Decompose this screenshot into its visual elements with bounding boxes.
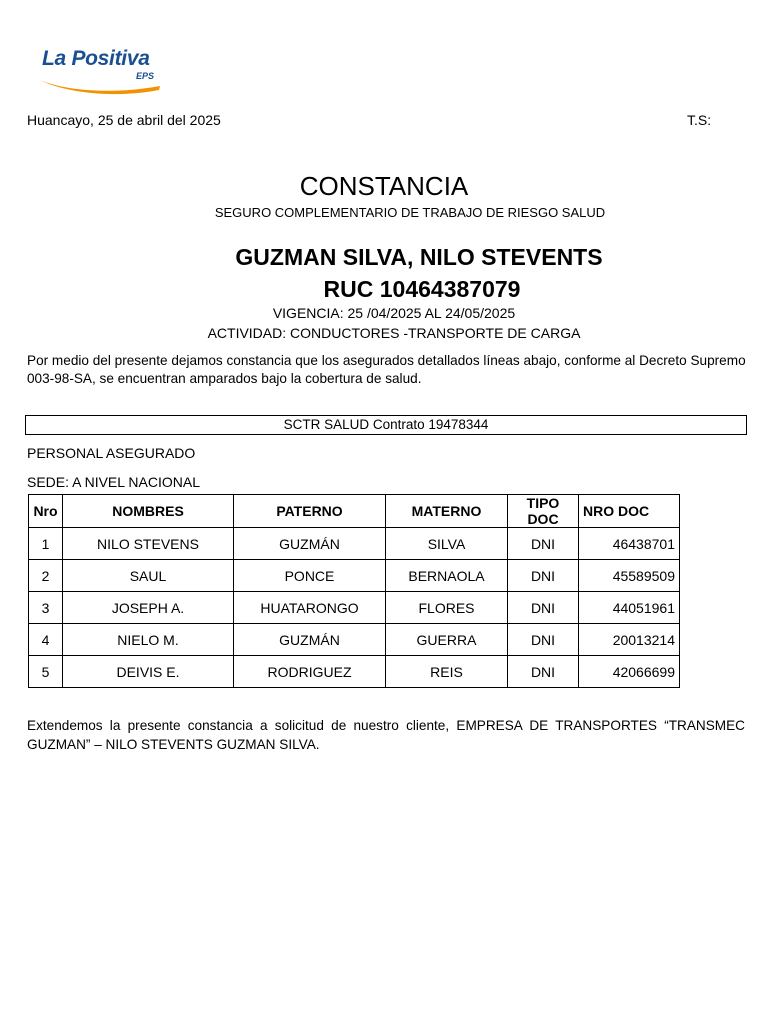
header-paterno: PATERNO xyxy=(234,495,386,528)
cell-nro-doc: 45589509 xyxy=(579,560,680,592)
cell-nro: 5 xyxy=(29,656,63,688)
table-header-row xyxy=(29,495,680,528)
logo-sub-text: EPS xyxy=(136,71,155,81)
cell-tipo-doc: DNI xyxy=(508,592,579,624)
cell-nro: 1 xyxy=(29,528,63,560)
cell-tipo-doc: DNI xyxy=(508,656,579,688)
cell-nro-doc: 42066699 xyxy=(579,656,680,688)
cell-paterno: PONCE xyxy=(234,560,386,592)
personal-label: PERSONAL ASEGURADO xyxy=(27,445,196,461)
cell-nro: 3 xyxy=(29,592,63,624)
table-row xyxy=(29,624,680,656)
cell-materno: SILVA xyxy=(386,528,508,560)
logo-swoosh-icon xyxy=(38,74,162,96)
header-nro-doc: NRO DOC xyxy=(579,495,680,528)
table-row xyxy=(29,560,680,592)
cell-tipo-doc: DNI xyxy=(508,560,579,592)
cell-tipo-doc: DNI xyxy=(508,624,579,656)
date-line: Huancayo, 25 de abril del 2025 xyxy=(27,112,221,128)
table-row xyxy=(29,656,680,688)
logo-brand-text: La Positiva xyxy=(42,47,150,70)
insured-name: GUZMAN SILVA, NILO STEVENTS xyxy=(235,244,603,270)
cell-paterno: HUATARONGO xyxy=(234,592,386,624)
vigencia-line: VIGENCIA: 25 /04/2025 AL 24/05/2025 xyxy=(272,305,516,321)
cell-materno: REIS xyxy=(386,656,508,688)
table-row xyxy=(29,592,680,624)
intro-paragraph: Por medio del presente dejamos constancia que los asegurados detallados líneas abajo, conforme al Decreto Supremo 003-98-SA, se encuentran amparados bajo la cobertura de salud. xyxy=(27,353,746,386)
header-tipo-doc: TIPO DOC xyxy=(508,495,579,528)
cell-paterno: GUZMÁN xyxy=(234,624,386,656)
header-nombres: NOMBRES xyxy=(63,495,234,528)
document-subtitle: SEGURO COMPLEMENTARIO DE TRABAJO DE RIESGO SALUD xyxy=(214,205,606,220)
header-nro: Nro xyxy=(29,495,63,528)
contract-box: SCTR SALUD Contrato 19478344 xyxy=(25,415,747,435)
ruc-number: RUC 10464387079 xyxy=(323,276,521,302)
closing-paragraph: Extendemos la presente constancia a solicitud de nuestro cliente, EMPRESA DE TRANSPORTES “TRANSMEC GUZMAN” – NILO STEVENTS GUZMAN SILVA. xyxy=(27,718,745,752)
company-logo xyxy=(38,46,168,98)
cell-paterno: GUZMÁN xyxy=(234,528,386,560)
cell-nombres: SAUL xyxy=(63,560,234,592)
cell-nro-doc: 46438701 xyxy=(579,528,680,560)
cell-paterno: RODRIGUEZ xyxy=(234,656,386,688)
cell-nombres: DEIVIS E. xyxy=(63,656,234,688)
cell-nombres: NILO STEVENS xyxy=(63,528,234,560)
cell-nro-doc: 44051961 xyxy=(579,592,680,624)
cell-materno: BERNAOLA xyxy=(386,560,508,592)
cell-nro: 2 xyxy=(29,560,63,592)
insured-table xyxy=(28,494,680,688)
actividad-line: ACTIVIDAD: CONDUCTORES -TRANSPORTE DE CARGA xyxy=(207,325,581,341)
ts-label: T.S: xyxy=(687,112,712,128)
cell-materno: FLORES xyxy=(386,592,508,624)
cell-nombres: JOSEPH A. xyxy=(63,592,234,624)
cell-nro-doc: 20013214 xyxy=(579,624,680,656)
cell-nombres: NIELO M. xyxy=(63,624,234,656)
cell-materno: GUERRA xyxy=(386,624,508,656)
cell-tipo-doc: DNI xyxy=(508,528,579,560)
cell-nro: 4 xyxy=(29,624,63,656)
header-materno: MATERNO xyxy=(386,495,508,528)
table-row xyxy=(29,528,680,560)
document-title: CONSTANCIA xyxy=(299,171,469,201)
sede-label: SEDE: A NIVEL NACIONAL xyxy=(27,474,200,490)
